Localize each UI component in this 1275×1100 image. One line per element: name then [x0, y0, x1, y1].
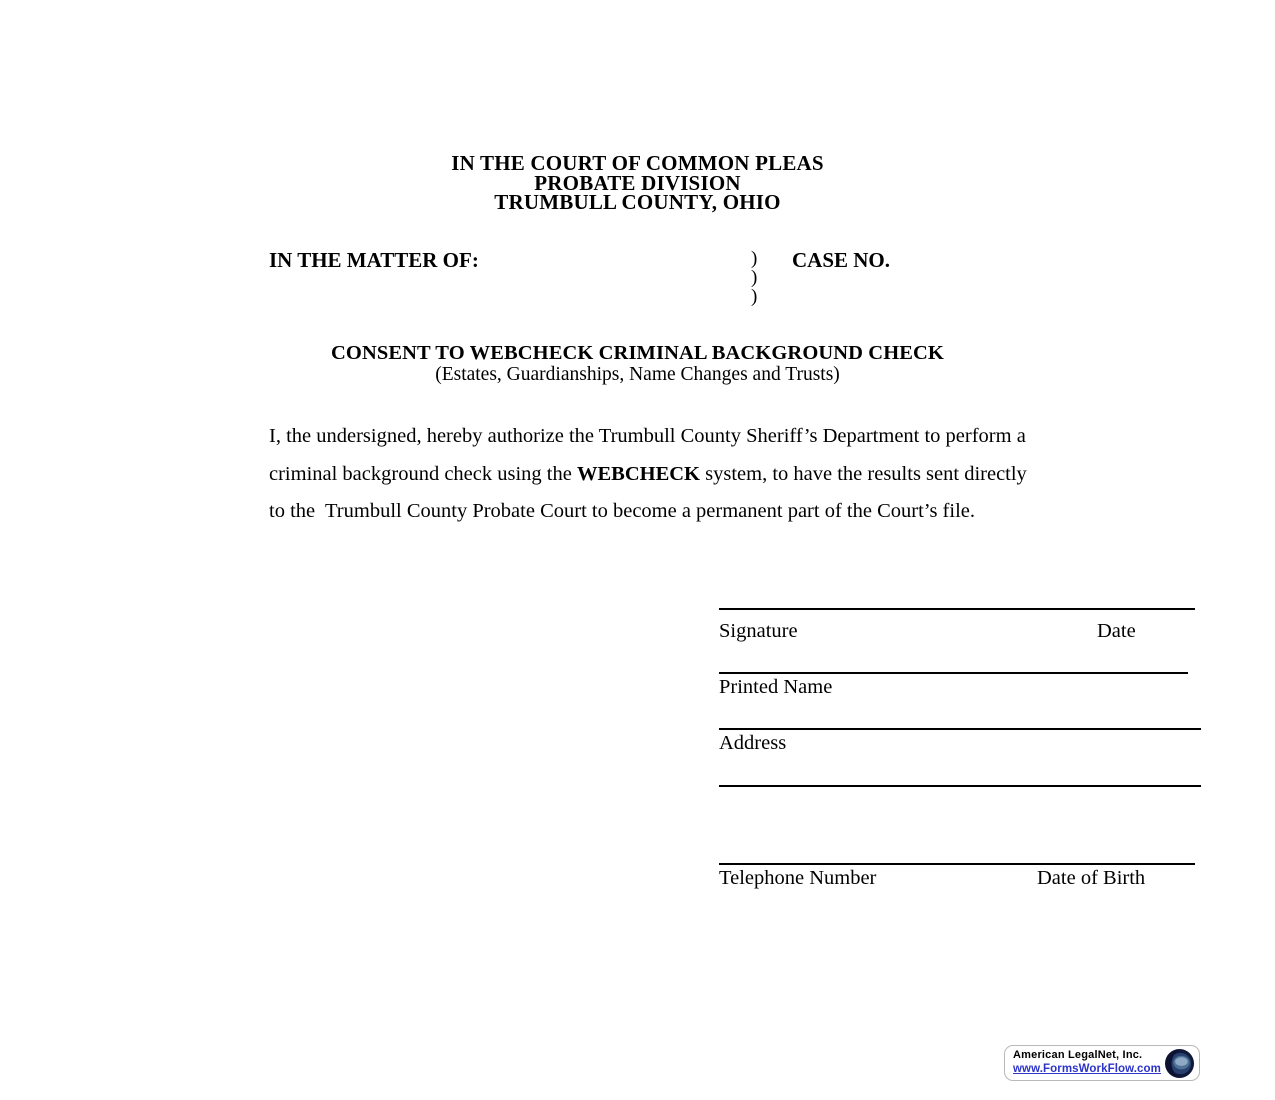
globe-logo-icon: [1164, 1048, 1195, 1079]
matter-of-label: IN THE MATTER OF:: [269, 248, 479, 272]
paragraph-text: to the Trumbull County Probate Court to become a permanent part of the Court’s file.: [269, 500, 975, 523]
case-number-label: CASE NO.: [792, 248, 891, 272]
label-address: Address: [719, 732, 787, 754]
paragraph-text: I, the undersigned, hereby authorize the Trumbull County Sheriff’s Department to perform a: [269, 425, 1026, 447]
rule-telephone-dob: [719, 863, 1195, 865]
label-signature-right: Date: [1097, 620, 1136, 642]
paragraph-text: system, to have the results sent directly: [700, 462, 1027, 485]
watermark-website[interactable]: www.FormsWorkFlow.com: [1013, 1063, 1161, 1075]
paren-column: [751, 249, 757, 306]
court-heading: [0, 151, 1275, 214]
form-subtitle: (Estates, Guardianships, Name Changes and Trusts): [435, 364, 840, 385]
rule-address: [719, 728, 1201, 730]
consent-paragraph-line-3: [269, 493, 1204, 531]
form-title: CONSENT TO WEBCHECK CRIMINAL BACKGROUND CHECK: [331, 342, 944, 364]
consent-paragraph: [269, 418, 1204, 531]
rule-signature: [719, 608, 1195, 610]
rule-printed-name: [719, 672, 1188, 674]
court-heading-line-2: PROBATE DIVISION: [534, 170, 741, 195]
watermark-company: American LegalNet, Inc.: [1013, 1049, 1143, 1061]
paren-mark-2: ): [751, 267, 758, 288]
label-telephone-dob-right: Date of Birth: [1037, 867, 1146, 889]
rule-address-line-2: [719, 785, 1201, 787]
label-printed-name: Printed Name: [719, 676, 833, 698]
paragraph-text: criminal background check using the: [269, 462, 577, 485]
consent-paragraph-line-2: [269, 456, 1204, 494]
paren-mark-1: ): [751, 248, 758, 269]
court-heading-line-3: TRUMBULL COUNTY, OHIO: [494, 190, 781, 214]
watermark-badge: [1004, 1045, 1200, 1081]
paren-mark-3: ): [751, 286, 758, 307]
webcheck-emphasis: WEBCHECK: [576, 462, 701, 485]
court-heading-line-1: IN THE COURT OF COMMON PLEAS: [451, 151, 824, 175]
consent-paragraph-line-1: [269, 418, 1204, 456]
label-telephone-dob: Telephone Number: [719, 867, 877, 889]
label-signature: Signature: [719, 620, 798, 642]
